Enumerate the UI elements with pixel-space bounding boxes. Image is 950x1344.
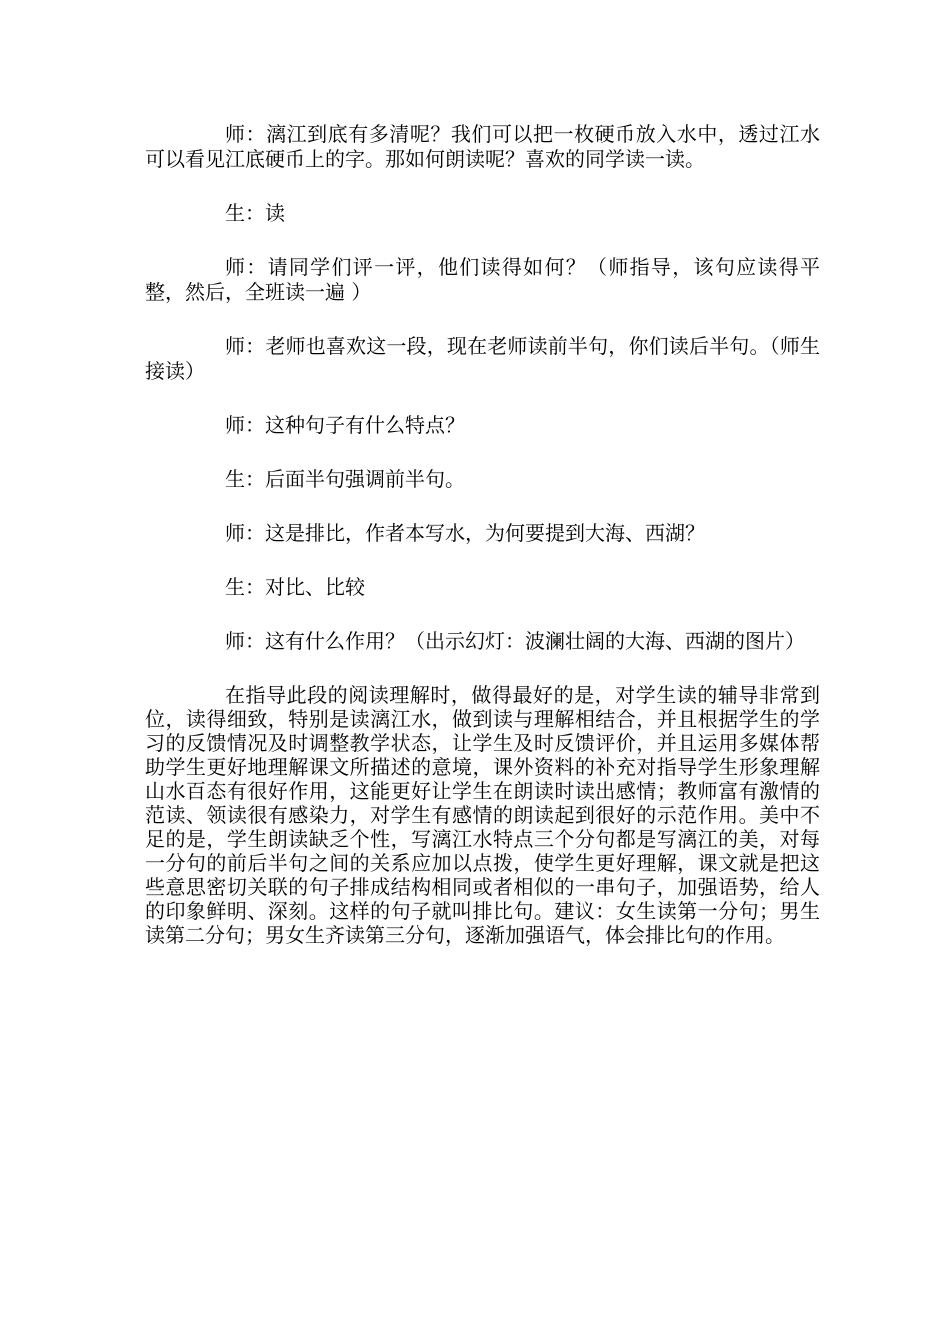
- dialogue-student-3: 生：对比、比较: [225, 575, 365, 599]
- dialogue-teacher-2: 师：请同学们评一评，他们读得如何？（师指导，该句应读得平整，然后，全班读一遍 ）: [145, 255, 820, 304]
- dialogue-teacher-5: 师：这是排比，作者本写水，为何要提到大海、西湖？: [225, 521, 705, 545]
- commentary-paragraph: 在指导此段的阅读理解时，做得最好的是，对学生读的辅导非常到位，读得细致，特别是读漓江水，做到读与理解相结合，并且根据学生的学习的反馈情况及时调整教学状态，让学生及时反馈评价，并且运用多媒体帮助学生更好地理解课文所描述的意境，课外资料的补充对指导学生形象理解山水百态有很好作用，这能更好让学生在朗读时读出感情；教师富有激情的范读、领读很有感染力，对学生有感情的朗读起到很好的示范作用。美中不足的是，学生朗读缺乏个性，写漓江水特点三个分句都是写漓江的美，对每一分句的前后半句之间的关系应加以点拨，使学生更好理解，课文就是把这些意思密切关联的句子排成结构相同或者相似的一串句子，加强语势，给人的印象鲜明、深刻。这样的句子就叫排比句。建议：女生读第一分句；男生读第二分句；男女生齐读第三分句，逐渐加强语气，体会排比句的作用。: [145, 683, 820, 947]
- dialogue-teacher-6: 师：这有什么作用？（出示幻灯：波澜壮阔的大海、西湖的图片）: [225, 629, 805, 653]
- dialogue-teacher-1: 师：漓江到底有多清呢？我们可以把一枚硬币放入水中，透过江水可以看见江底硬币上的字。那如何朗读呢？喜欢的同学读一读。: [145, 122, 820, 171]
- dialogue-teacher-4: 师：这种句子有什么特点？: [225, 413, 465, 437]
- dialogue-student-1: 生：读: [225, 201, 285, 225]
- document-page: [145, 122, 820, 976]
- dialogue-teacher-3: 师：老师也喜欢这一段，现在老师读前半句，你们读后半句。（师生接读）: [145, 334, 820, 383]
- dialogue-student-2: 生：后面半句强调前半句。: [225, 467, 465, 491]
